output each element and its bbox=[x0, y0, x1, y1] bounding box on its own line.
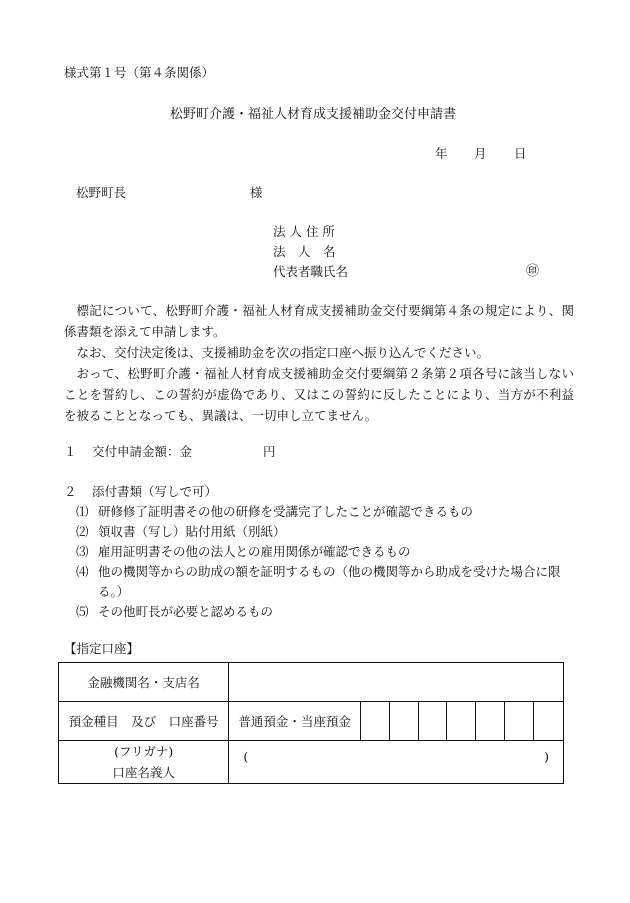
seal-mark: ㊞ bbox=[526, 264, 540, 279]
account-heading: 【指定口座】 bbox=[64, 641, 140, 656]
bank-row bbox=[59, 663, 564, 702]
date-month-label: 月 bbox=[474, 146, 487, 161]
attachment-text: その他町長が必要と認めるもの bbox=[98, 604, 274, 619]
item2-number: ２ bbox=[64, 484, 77, 499]
holder-row bbox=[59, 741, 564, 784]
attachment-item bbox=[76, 542, 576, 562]
body-paragraph: 標記について、松野町介護・福祉人材育成支援補助金交付要綱第４条の規定により、関係書類を添えて申請します。 bbox=[64, 303, 574, 339]
bank-input-cell[interactable] bbox=[229, 663, 564, 702]
attachment-text: 雇用証明書その他の法人との雇用関係が確認できるもの bbox=[98, 544, 411, 559]
account-digit-cell[interactable] bbox=[447, 702, 476, 741]
applicant-address-label: 法 人 住 所 bbox=[273, 224, 335, 239]
item1-number: １ bbox=[64, 444, 77, 459]
furigana-label: (フリガナ) bbox=[114, 744, 174, 759]
item2-label: 添付書類（写しで可） bbox=[92, 484, 218, 499]
date-day-label: 日 bbox=[514, 146, 527, 161]
account-digit-cell[interactable] bbox=[534, 702, 564, 741]
form-number: 様式第１号（第４条関係） bbox=[64, 65, 215, 80]
attachment-text: 研修修了証明書その他の研修を受講完了したことが確認できるもの bbox=[98, 504, 474, 519]
addressee-name: 松野町長 bbox=[76, 185, 127, 200]
attachment-number: ⑴ bbox=[76, 504, 89, 519]
attachment-number: ⑷ bbox=[76, 564, 89, 579]
account-digit-cell[interactable] bbox=[389, 702, 418, 741]
document-title: 松野町介護・福祉人材育成支援補助金交付申請書 bbox=[170, 107, 457, 122]
attachment-item bbox=[76, 502, 576, 522]
attachment-text: 領収書（写し）貼付用紙（別紙） bbox=[98, 524, 286, 539]
date-year-label: 年 bbox=[435, 146, 448, 161]
account-digit-cell[interactable] bbox=[476, 702, 505, 741]
account-table bbox=[58, 662, 564, 784]
item1-label: 交付申請金額：金 bbox=[92, 444, 193, 459]
furigana-paren-open: ( bbox=[243, 749, 249, 764]
attachment-number: ⑵ bbox=[76, 524, 89, 539]
body-paragraph: なお、交付決定後は、支援補助金を次の指定口座へ振り込んでください。 bbox=[76, 345, 490, 360]
account-type-label-cell: 預金種目 及び 口座番号 bbox=[59, 702, 229, 741]
body-paragraph: おって、松野町介護・福祉人材育成支援補助金交付要綱第２条第２項各号に該当しないことを誓約し、この誓約が虚偽であり、又はこの誓約に反したことにより、当方が不利益を被ることとなっても、異議は、一切申し立てません。 bbox=[64, 366, 574, 423]
item1-unit: 円 bbox=[263, 444, 276, 459]
account-digit-cell[interactable] bbox=[505, 702, 534, 741]
addressee-suffix: 様 bbox=[250, 185, 263, 200]
account-type-value-cell[interactable]: 普通預金・当座預金 bbox=[229, 702, 361, 741]
attachment-item bbox=[76, 522, 576, 542]
holder-label: 口座名義人 bbox=[112, 765, 175, 780]
bank-label-cell: 金融機関名・支店名 bbox=[59, 663, 229, 702]
attachment-text: 他の機関等からの助成の額を証明するもの（他の機関等から助成を受けた場合に限る。） bbox=[98, 564, 561, 599]
attachment-list bbox=[76, 502, 576, 622]
furigana-paren-close: ) bbox=[544, 749, 549, 764]
account-digit-cell[interactable] bbox=[360, 702, 389, 741]
representative-label: 代表者職氏名 bbox=[273, 264, 349, 279]
attachment-item bbox=[76, 562, 576, 602]
attachment-item bbox=[76, 602, 576, 622]
attachment-number: ⑸ bbox=[76, 604, 89, 619]
account-digit-cell[interactable] bbox=[418, 702, 447, 741]
holder-label-cell bbox=[59, 741, 229, 784]
body-text bbox=[64, 300, 574, 426]
applicant-name-label: 法 人 名 bbox=[273, 244, 336, 259]
attachment-number: ⑶ bbox=[76, 544, 89, 559]
holder-input-cell[interactable] bbox=[229, 741, 564, 784]
account-number-row bbox=[59, 702, 564, 741]
